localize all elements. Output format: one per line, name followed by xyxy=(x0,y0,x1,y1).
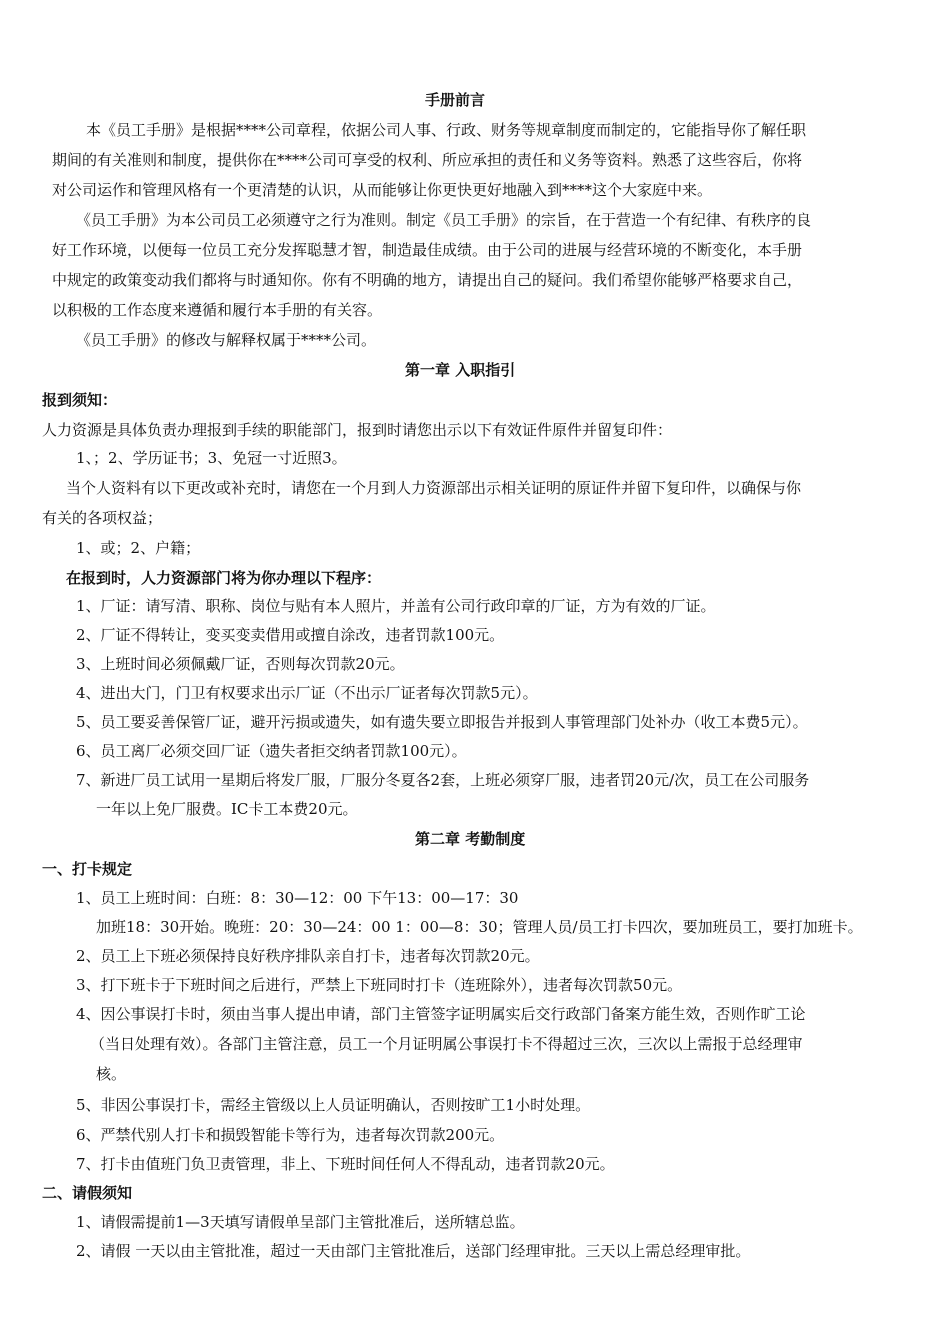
procedure-item: 5、员工要妥善保管厂证，避开污损或遗失，如有遗失要立即报告并报到人事管理部门处补办（收工本费5元）。 xyxy=(76,713,808,731)
section1-line: 6、严禁代别人打卡和损毁智能卡等行为，违者每次罚款200元。 xyxy=(76,1126,505,1144)
preface-line: 对公司运作和管理风格有一个更清楚的认识，从而能够让你更快更好地融入到****这个大家庭中来。 xyxy=(52,181,713,199)
preface-line: 好工作环境，以便每一位员工充分发挥聪慧才智，制造最佳成绩。由于公司的进展与经营环境的不断变化，本手册 xyxy=(52,241,803,259)
section1-line: 1、员工上班时间：白班：8：30—12：00 下午13：00—17：30 xyxy=(76,889,519,907)
change-line: 有关的各项权益； xyxy=(42,509,163,527)
documents-line: 1、；2、学历证书；3、免冠一寸近照3。 xyxy=(76,449,347,467)
section1-line: 5、非因公事误打卡，需经主管级以上人员证明确认，否则按旷工1小时处理。 xyxy=(76,1096,591,1114)
section2-heading: 二、请假须知 xyxy=(42,1184,133,1202)
section1-line: 4、因公事误打卡时，须由当事人提出申请，部门主管签字证明属实后交行政部门备案方能生效，否则作旷工论 xyxy=(76,1005,806,1023)
change-line: 当个人资料有以下更改或补充时，请您在一个月到人力资源部出示相关证明的原证件并留下复印件，以确保与你 xyxy=(66,479,802,497)
preface-line: 中规定的政策变动我们都将与时通知你。你有不明确的地方，请提出自己的疑问。我们希望你能够严格要求自己， xyxy=(52,271,803,289)
procedure-heading: 在报到时，人力资源部门将为你办理以下程序： xyxy=(66,569,382,587)
procedure-item: 2、厂证不得转让，变买变卖借用或擅自涂改，违者罚款100元。 xyxy=(76,626,505,644)
change-items-line: 1、或；2、户籍； xyxy=(76,539,201,557)
section1-line: 核。 xyxy=(96,1065,127,1083)
procedure-item: 1、厂证：请写清、职称、岗位与贴有本人照片，并盖有公司行政印章的厂证，方为有效的厂证。 xyxy=(76,597,716,615)
procedure-item: 4、进出大门，门卫有权要求出示厂证（不出示厂证者每次罚款5元）。 xyxy=(76,684,538,702)
section2-line: 1、请假需提前1—3天填写请假单呈部门主管批准后，送所辖总监。 xyxy=(76,1213,525,1231)
section1-line: 7、打卡由值班门负卫责管理，非上、下班时间任何人不得乱动，违者罚款20元。 xyxy=(76,1155,615,1173)
chapter1-title: 第一章 入职指引 xyxy=(405,361,516,379)
procedure-item: 7、新进厂员工试用一星期后将发厂服，厂服分冬夏各2套，上班必须穿厂服，违者罚20元/次，员工在公司服务 xyxy=(76,771,810,789)
notice-heading: 报到须知： xyxy=(42,391,118,409)
procedure-item: 3、上班时间必须佩戴厂证，否则每次罚款20元。 xyxy=(76,655,405,673)
section2-line: 2、请假 一天以由主管批准，超过一天由部门主管批准后，送部门经理审批。三天以上需总经理审批。 xyxy=(76,1242,751,1260)
chapter2-title: 第二章 考勤制度 xyxy=(415,830,526,848)
preface-line: 《员工手册》为本公司员工必须遵守之行为准则。制定《员工手册》的宗旨，在于营造一个有纪律、有秩序的良 xyxy=(76,211,812,229)
preface-line: 以积极的工作态度来遵循和履行本手册的有关容。 xyxy=(52,301,383,319)
preface-line: 本《员工手册》是根据****公司章程，依据公司人事、行政、财务等规章制度而制定的，它能指导你了解任职 xyxy=(86,121,807,139)
section1-line: 2、员工上下班必须保持良好秩序排队亲自打卡，违者每次罚款20元。 xyxy=(76,947,540,965)
procedure-item: 6、员工离厂必须交回厂证（遗失者拒交纳者罚款100元）。 xyxy=(76,742,467,760)
procedure-item: 一年以上免厂服费。IC卡工本费20元。 xyxy=(96,800,358,818)
section1-line: 3、打下班卡于下班时间之后进行，严禁上下班同时打卡（连班除外），违者每次罚款50元。 xyxy=(76,976,683,994)
preface-line: 《员工手册》的修改与解释权属于****公司。 xyxy=(76,331,377,349)
preface-line: 期间的有关准则和制度，提供你在****公司可享受的权利、所应承担的责任和义务等资料。熟悉了这些容后，你将 xyxy=(52,151,803,169)
section1-line: 加班18：30开始。晚班：20：30—24：00 1：00—8：30；管理人员/员工打卡四次，要加班员工，要打加班卡。 xyxy=(96,918,863,936)
section1-heading: 一、打卡规定 xyxy=(42,860,133,878)
section1-line: （当日处理有效）。各部门主管注意，员工一个月证明属公事误打卡不得超过三次，三次以上需报于总经理审 xyxy=(90,1035,803,1053)
preface-title: 手册前言 xyxy=(425,91,486,109)
notice-line: 人力资源是具体负责办理报到手续的职能部门，报到时请您出示以下有效证件原件并留复印件： xyxy=(42,421,673,439)
